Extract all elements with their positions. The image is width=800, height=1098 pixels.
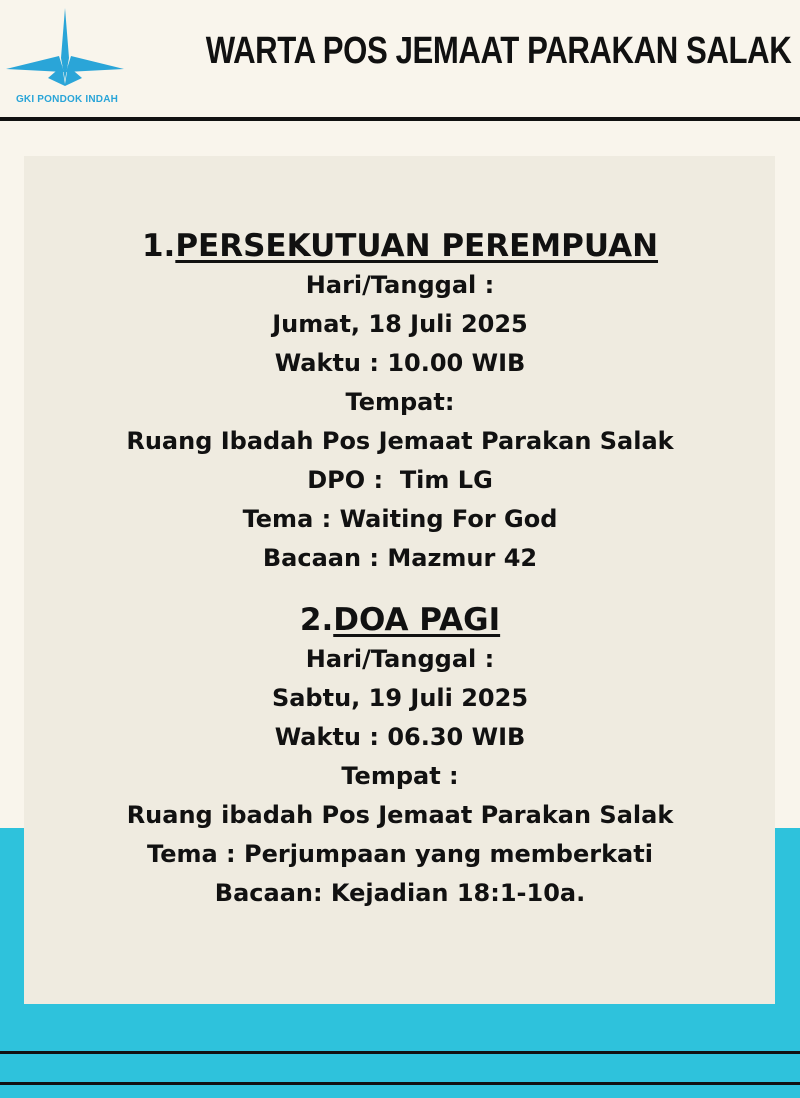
section-line: Tempat : xyxy=(341,762,459,790)
section-title: DOA PAGI xyxy=(333,602,501,638)
section-heading-persekutuan xyxy=(0,226,800,266)
section-line: Sabtu, 19 Juli 2025 xyxy=(271,684,529,712)
section-line: Tema : Waiting For God xyxy=(242,505,558,533)
section-line: Waktu : 06.30 WIB xyxy=(274,723,526,751)
section-line: Ruang Ibadah Pos Jemaat Parakan Salak xyxy=(126,427,674,455)
church-logo-icon xyxy=(4,6,126,96)
footer-divider-top xyxy=(0,1051,800,1054)
section-number: 2. xyxy=(299,602,334,638)
section-gap xyxy=(0,578,800,600)
section-line: Hari/Tanggal : xyxy=(305,645,495,673)
section-number: 1. xyxy=(141,228,176,264)
section-line: Bacaan: Kejadian 18:1-10a. xyxy=(214,879,586,907)
section-line: DPO : Tim LG xyxy=(307,466,493,494)
announcement-content xyxy=(0,226,800,913)
logo-text: GKI PONDOK INDAH xyxy=(15,94,119,105)
church-logo xyxy=(4,6,126,110)
page-title: WARTA POS JEMAAT PARAKAN SALAK xyxy=(205,30,792,72)
section-title: PERSEKUTUAN PEREMPUAN xyxy=(175,228,659,264)
section-line: Tempat: xyxy=(345,388,455,416)
section-line: Bacaan : Mazmur 42 xyxy=(262,544,538,572)
section-line: Jumat, 18 Juli 2025 xyxy=(272,310,528,338)
section-line: Waktu : 10.00 WIB xyxy=(274,349,526,377)
section-line: Hari/Tanggal : xyxy=(305,271,495,299)
footer-divider-bottom xyxy=(0,1082,800,1085)
header-divider xyxy=(0,117,800,121)
section-line: Tema : Perjumpaan yang memberkati xyxy=(147,840,653,868)
section-heading-doa-pagi xyxy=(0,600,800,640)
section-line: Ruang ibadah Pos Jemaat Parakan Salak xyxy=(126,801,674,829)
